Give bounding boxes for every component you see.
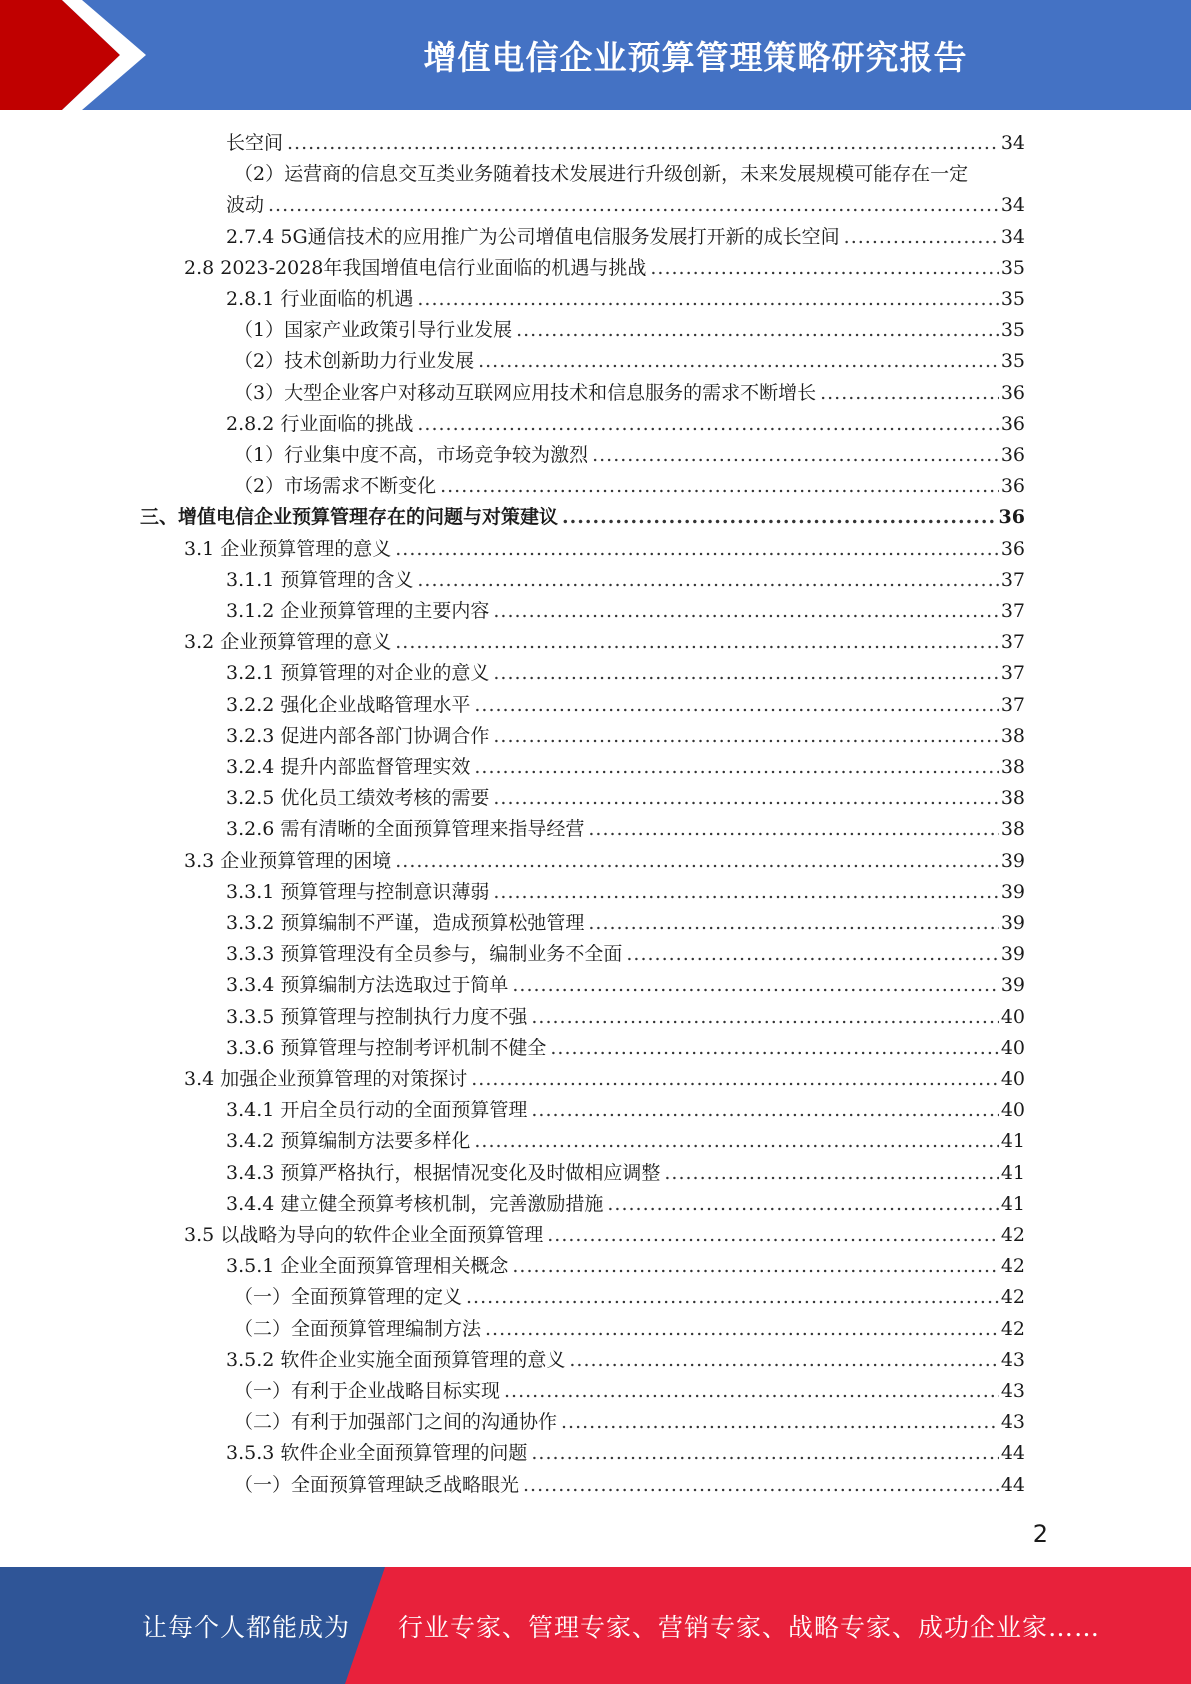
toc-dot-leader: [531, 1095, 998, 1126]
toc-entry[interactable]: [226, 658, 1025, 689]
toc-entry[interactable]: [184, 534, 1025, 565]
toc-dot-leader: [478, 346, 999, 377]
toc-entry-page: 42: [1000, 1224, 1025, 1246]
toc-entry[interactable]: [226, 721, 1025, 752]
toc-dot-leader: [531, 1002, 998, 1033]
toc-entry-title: 3.3.1 预算管理与控制意识薄弱: [226, 880, 490, 903]
toc-entry-page: 40: [1000, 1005, 1025, 1028]
toc-entry-title: 3.3.3 预算管理没有全员参与，编制业务不全面: [226, 943, 623, 966]
toc-entry[interactable]: [184, 1064, 1025, 1095]
toc-entry-title: 3.3.6 预算管理与控制考评机制不健全: [226, 1036, 547, 1059]
toc-entry-page: 40: [1000, 1068, 1025, 1090]
toc-dot-leader: [493, 596, 998, 627]
toc-entry-page: 35: [1000, 350, 1025, 373]
toc-entry-page: 39: [1000, 880, 1025, 903]
toc-entry-title: 2.8.2 行业面临的挑战: [226, 412, 414, 435]
toc-dot-leader: [607, 1189, 998, 1220]
report-title: 增值电信企业预算管理策略研究报告: [423, 37, 968, 77]
toc-dot-leader: [664, 1158, 998, 1189]
toc-entry[interactable]: [226, 814, 1025, 845]
toc-entry-page: 38: [1000, 724, 1025, 747]
toc-entry-page: 39: [1000, 974, 1025, 997]
toc-entry-title: （1）行业集中度不高，市场竞争较为激烈: [234, 444, 589, 466]
toc-entry-title: 3.2.3 促进内部各部门协调合作: [226, 724, 490, 747]
toc-dot-leader: [569, 1345, 998, 1376]
toc-entry-title: 3.3.5 预算管理与控制执行力度不强: [226, 1005, 528, 1028]
toc-entry-page: 36: [1000, 537, 1025, 560]
toc-entry-title: （2）市场需求不断变化: [234, 475, 437, 498]
toc-dot-leader: [268, 190, 999, 221]
toc-dot-leader: [493, 783, 998, 814]
toc-entry-title: 3.3.2 预算编制不严谨，造成预算松弛管理: [226, 912, 585, 934]
toc-dot-leader: [474, 1126, 998, 1157]
toc-entry[interactable]: [226, 222, 1025, 253]
toc-entry-title: 3.1 企业预算管理的意义: [184, 537, 392, 560]
toc-entry[interactable]: [226, 1033, 1025, 1064]
toc-dot-leader: [417, 565, 998, 596]
toc-dot-leader: [471, 1064, 999, 1095]
toc-dot-leader: [626, 939, 998, 970]
toc-entry-page: 44: [1000, 1473, 1025, 1496]
toc-entry-page: 41: [1000, 1161, 1025, 1184]
toc-entry-page: 37: [1000, 568, 1025, 591]
toc-entry-page: 42: [1000, 1255, 1025, 1278]
toc-entry-page: 41: [1000, 1192, 1025, 1215]
toc-dot-leader: [395, 846, 999, 877]
toc-entry-title: 2.7.4 5G通信技术的应用推广为公司增值电信服务发展打开新的成长空间: [226, 225, 840, 248]
toc-entry[interactable]: [234, 440, 1025, 471]
toc-dot-leader: [561, 1407, 999, 1438]
toc-entry[interactable]: [234, 1314, 1025, 1345]
toc-entry[interactable]: [184, 1220, 1025, 1251]
toc-dot-leader: [844, 222, 999, 253]
toc-entry-title: 3.2 企业预算管理的意义: [184, 631, 392, 654]
toc-entry-page: 36: [1000, 475, 1025, 498]
toc-entry[interactable]: [226, 1126, 1025, 1157]
toc-entry-title: 3.4.1 开启全员行动的全面预算管理: [226, 1099, 528, 1122]
toc-entry-title: 3.2.5 优化员工绩效考核的需要: [226, 787, 490, 810]
toc-entry-page: 38: [1000, 787, 1025, 810]
toc-dot-leader: [588, 814, 998, 845]
toc-entry-title: 3.5 以战略为导向的软件企业全面预算管理: [184, 1224, 544, 1246]
toc-entry-page: 42: [1000, 1286, 1025, 1309]
toc-entry-page: 36: [1000, 412, 1025, 435]
toc-dot-leader: [493, 877, 998, 908]
toc-entry-page: 38: [1000, 756, 1025, 778]
toc-entry[interactable]: [226, 877, 1025, 908]
toc-entry-page: 42: [1000, 1317, 1025, 1340]
toc-dot-leader: [512, 1251, 998, 1282]
toc-entry-title: （3）大型企业客户对移动互联网应用技术和信息服务的需求不断增长: [234, 381, 817, 404]
toc-entry-page: 40: [1000, 1036, 1025, 1059]
toc-entry[interactable]: [226, 1095, 1025, 1126]
toc-entry-page: 35: [1000, 256, 1025, 279]
toc-entry-page: 40: [1000, 1099, 1025, 1122]
toc-entry-page: 37: [1000, 662, 1025, 685]
toc-entry-page: 43: [1000, 1380, 1025, 1402]
toc-dot-leader: [523, 1470, 999, 1501]
toc-entry[interactable]: [184, 846, 1025, 877]
toc-entry-page: 34: [1000, 194, 1025, 217]
toc-dot-leader: [512, 970, 998, 1001]
toc-entry[interactable]: [226, 690, 1025, 721]
toc-dot-leader: [417, 284, 998, 315]
toc-dot-leader: [417, 409, 998, 440]
toc-entry-title: 长空间: [226, 132, 284, 154]
toc-entry[interactable]: [226, 783, 1025, 814]
toc-entry[interactable]: [234, 378, 1025, 409]
toc-entry[interactable]: [140, 502, 1025, 533]
toc-dot-leader: [395, 534, 999, 565]
toc-entry-page: 39: [1000, 849, 1025, 872]
toc-entry-title: 波动: [226, 194, 265, 217]
toc-entry[interactable]: [234, 346, 1025, 377]
toc-entry-title: 3.2.2 强化企业战略管理水平: [226, 693, 471, 716]
toc-entry-page: 35: [1000, 288, 1025, 310]
toc-entry-title: 3.2.6 需有清晰的全面预算管理来指导经营: [226, 818, 585, 841]
toc-entry[interactable]: [226, 939, 1025, 970]
toc-entry-page: 37: [1000, 631, 1025, 654]
toc-entry-title: （二）全面预算管理编制方法: [234, 1317, 482, 1340]
toc-entry-page: 37: [1000, 693, 1025, 716]
toc-dot-leader: [287, 128, 999, 159]
toc-dot-leader: [474, 752, 998, 783]
toc-dot-leader: [504, 1376, 999, 1407]
toc-entry[interactable]: [226, 190, 1025, 221]
toc-entry[interactable]: [234, 1376, 1025, 1407]
toc-entry[interactable]: [184, 253, 1025, 284]
toc-entry-title: 3.1.2 企业预算管理的主要内容: [226, 600, 490, 622]
toc-entry-title: （1）国家产业政策引导行业发展: [234, 319, 513, 342]
toc-dot-leader: [588, 908, 998, 939]
toc-dot-leader: [395, 627, 999, 658]
toc-entry[interactable]: [226, 1158, 1025, 1189]
toc-entry-title: （2）技术创新助力行业发展: [234, 350, 475, 373]
toc-entry-title: 三、增值电信企业预算管理存在的问题与对策建议: [140, 506, 559, 529]
toc-entry-page: 37: [1000, 600, 1025, 622]
toc-entry-title: 3.2.4 提升内部监督管理实效: [226, 756, 471, 778]
toc-entry[interactable]: [226, 409, 1025, 440]
toc-entry-page: 35: [1000, 319, 1025, 342]
toc-dot-leader: [650, 253, 998, 284]
toc-dot-leader: [820, 378, 999, 409]
toc-entry[interactable]: [226, 1345, 1025, 1376]
toc-entry[interactable]: [234, 471, 1025, 502]
toc-entry[interactable]: [234, 1282, 1025, 1313]
toc-dot-leader: [466, 1282, 999, 1313]
toc-entry[interactable]: [226, 1002, 1025, 1033]
toc-entry[interactable]: [184, 627, 1025, 658]
toc-entry-title: 3.2.1 预算管理的对企业的意义: [226, 662, 490, 685]
toc-entry[interactable]: [226, 596, 1025, 627]
toc-dot-leader: [493, 721, 998, 752]
toc-entry[interactable]: [234, 1470, 1025, 1501]
page-number: 2: [1032, 1520, 1048, 1548]
toc-entry-title: 3.4.4 建立健全预算考核机制，完善激励措施: [226, 1192, 604, 1215]
toc-entry-page: 43: [1000, 1348, 1025, 1371]
toc-entry[interactable]: [226, 1189, 1025, 1220]
toc-entry-title: （一）全面预算管理的定义: [234, 1286, 463, 1309]
toc-entry-title: 3.4 加强企业预算管理的对策探讨: [184, 1068, 468, 1090]
toc-entry-title: 3.5.2 软件企业实施全面预算管理的意义: [226, 1348, 566, 1371]
toc-entry-page: 38: [1000, 818, 1025, 841]
toc-dot-leader: [485, 1314, 999, 1345]
toc-entry-title: 3.1.1 预算管理的含义: [226, 568, 414, 591]
toc-entry-title: （一）有利于企业战略目标实现: [234, 1380, 501, 1402]
toc-dot-leader: [516, 315, 999, 346]
report-header: [0, 0, 1191, 110]
toc-entry-page: 43: [1000, 1411, 1025, 1434]
toc-dot-leader: [531, 1438, 998, 1469]
footer-slogan-left: 让每个人都能成为: [142, 1612, 351, 1642]
toc-entry-title: 3.3 企业预算管理的困境: [184, 849, 392, 872]
toc-entry-title: 3.4.2 预算编制方法要多样化: [226, 1130, 471, 1153]
toc-entry-page: 44: [1000, 1442, 1025, 1465]
toc-entry-page: 36: [1000, 444, 1025, 466]
toc-entry-title: （二）有利于加强部门之间的沟通协作: [234, 1411, 558, 1434]
toc-dot-leader: [493, 658, 998, 689]
toc-dot-leader: [474, 690, 998, 721]
toc-entry[interactable]: [234, 315, 1025, 346]
toc-entry[interactable]: [226, 908, 1025, 939]
toc-dot-leader: [562, 502, 997, 533]
toc-entry-title: 2.8 2023-2028年我国增值电信行业面临的机遇与挑战: [184, 256, 647, 279]
toc-entry-title: （一）全面预算管理缺乏战略眼光: [234, 1473, 520, 1496]
toc-entry[interactable]: [226, 284, 1025, 315]
toc-entry[interactable]: [226, 1438, 1025, 1469]
toc-entry-wrapped-line[interactable]: （2）运营商的信息交互类业务随着技术发展进行升级创新，未来发展规模可能存在一定: [234, 163, 969, 186]
toc-entry-page: 34: [1000, 225, 1025, 248]
toc-entry-title: 2.8.1 行业面临的机遇: [226, 288, 414, 310]
toc-entry-page: 36: [1000, 381, 1025, 404]
toc-entry-title: 3.5.1 企业全面预算管理相关概念: [226, 1255, 509, 1278]
toc-entry[interactable]: [226, 1251, 1025, 1282]
toc-dot-leader: [547, 1220, 999, 1251]
toc-entry-page: 39: [1000, 943, 1025, 966]
toc-entry-page: 41: [1000, 1130, 1025, 1153]
toc-dot-leader: [440, 471, 999, 502]
toc-entry[interactable]: [226, 128, 1025, 159]
report-footer: [0, 1567, 1191, 1684]
footer-slogan-right: 行业专家、管理专家、营销专家、战略专家、成功企业家……: [398, 1612, 1101, 1642]
toc-entry[interactable]: [226, 565, 1025, 596]
toc-entry-page: 39: [1000, 912, 1025, 934]
toc-entry[interactable]: [226, 970, 1025, 1001]
toc-entry[interactable]: [226, 752, 1025, 783]
toc-dot-leader: [592, 440, 999, 471]
toc-dot-leader: [550, 1033, 998, 1064]
toc-entry-page: 36: [998, 506, 1025, 529]
toc-entry-title: 3.3.4 预算编制方法选取过于简单: [226, 974, 509, 997]
toc-entry-title: 3.4.3 预算严格执行，根据情况变化及时做相应调整: [226, 1161, 661, 1184]
toc-entry-page: 34: [1000, 132, 1025, 154]
toc-entry-title: 3.5.3 软件企业全面预算管理的问题: [226, 1442, 528, 1465]
toc-entry[interactable]: [234, 1407, 1025, 1438]
